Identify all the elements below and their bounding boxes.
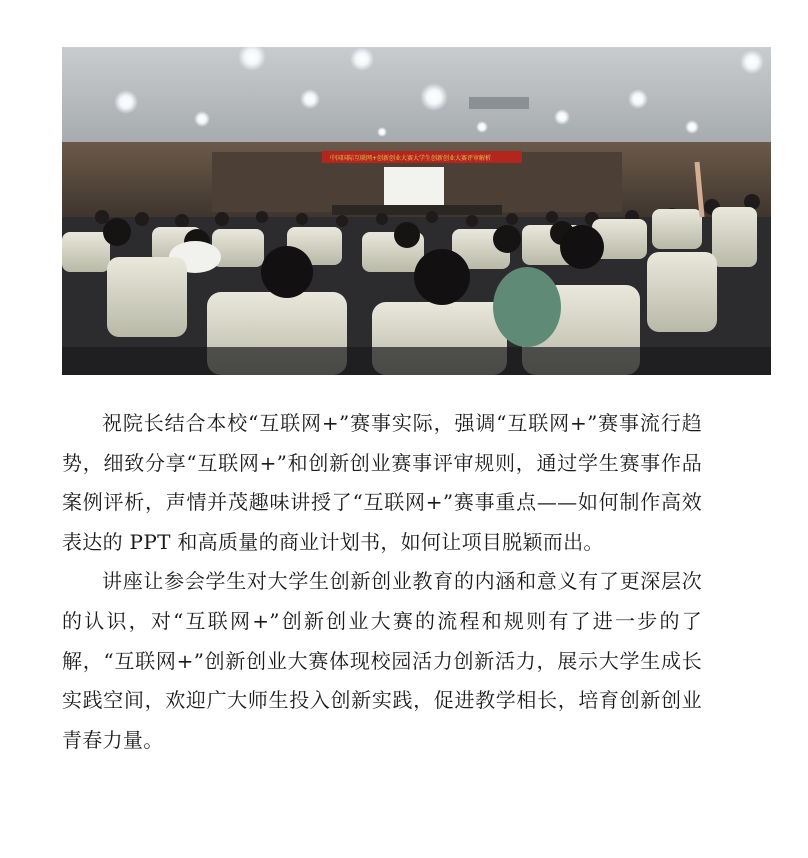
paragraph: 祝院长结合本校“互联网+”赛事实际，强调“互联网+”赛事流行趋势，细致分享“互联网+”和创新创业赛事评审规则，通过学生赛事作品案例评析，声情并茂趣味讲授了“互联网+”赛事重点——如何制作高效表达的 PPT 和高质量的商业计划书，如何让项目脱颖而出。	[62, 411, 702, 554]
green-shirt	[493, 267, 561, 347]
paragraph: 讲座让参会学生对大学生创新创业教育的内涵和意义有了更深层次的认识，对“互联网+”创新创业大赛的流程和规则有了进一步的了解，“互联网+”创新创业大赛体现校园活力创新活力，展示大学生成长实践空间，欢迎广大师生投入创新实践，促进教学相长，培育创新创业青春力量。	[62, 569, 702, 752]
stage-banner: 中国国际互联网+创新创业大赛大学生创新创业大赛评审解析	[330, 155, 492, 162]
lecture-hall-photo	[62, 47, 771, 375]
article-body	[62, 404, 702, 760]
lecture-hall-illustration	[62, 47, 771, 375]
